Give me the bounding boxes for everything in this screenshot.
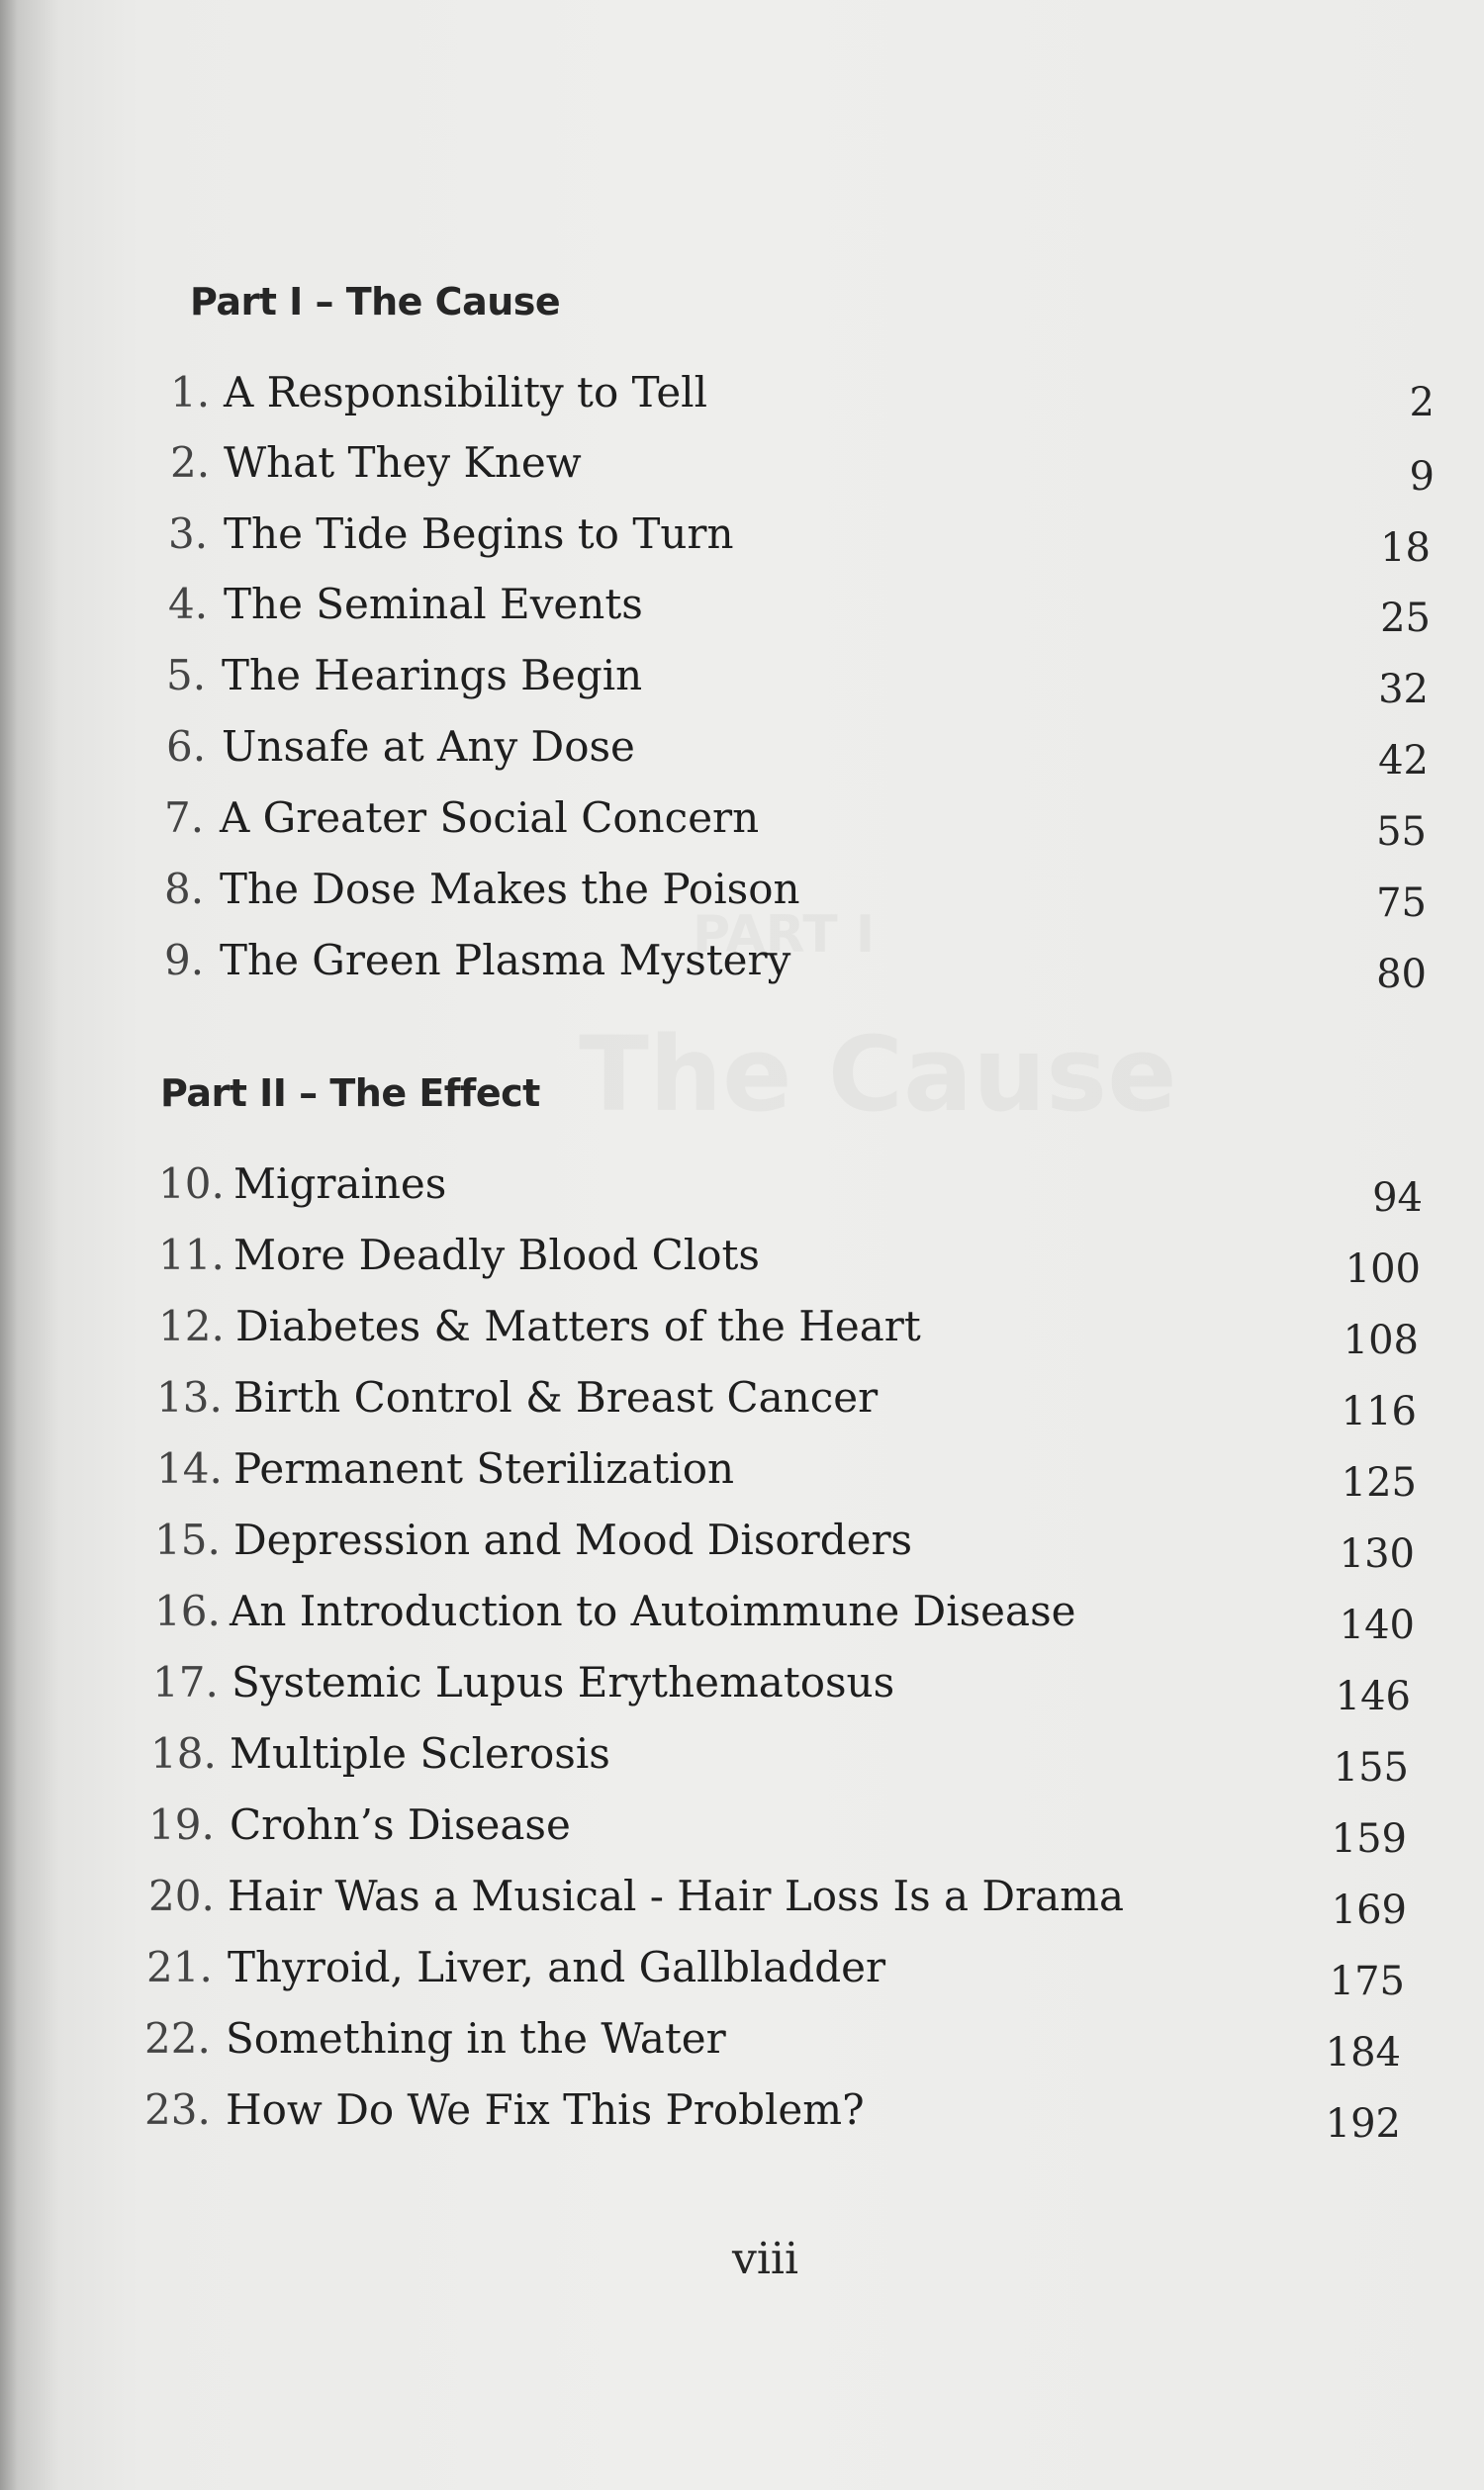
toc-entry[interactable] xyxy=(152,1658,1411,1719)
page-number: 155 xyxy=(1333,1745,1409,1791)
chapter-title: Thyroid, Liver, and Gallbladder xyxy=(228,1943,886,1991)
chapter-number: 12. xyxy=(158,1302,225,1350)
chapter-number: 6. xyxy=(166,722,207,771)
chapter-number: 13. xyxy=(156,1373,223,1422)
chapter-title: Depression and Mood Disorders xyxy=(233,1516,913,1564)
chapter-number: 4. xyxy=(168,580,209,628)
chapter-title: How Do We Fix This Problem? xyxy=(226,2085,865,2134)
chapter-number: 15. xyxy=(154,1516,221,1564)
toc-entry[interactable] xyxy=(150,1729,1409,1791)
page-number: 42 xyxy=(1378,738,1429,784)
page-number: 146 xyxy=(1335,1674,1411,1719)
chapter-title: A Greater Social Concern xyxy=(220,793,760,842)
chapter-title: Diabetes & Matters of the Heart xyxy=(235,1302,921,1350)
toc-entry[interactable] xyxy=(164,865,1427,926)
page-number: 80 xyxy=(1376,952,1427,997)
page-number: 108 xyxy=(1343,1318,1419,1363)
toc-entry[interactable] xyxy=(154,1587,1415,1648)
chapter-title: Systemic Lupus Erythematosus xyxy=(232,1658,895,1706)
toc-entry[interactable] xyxy=(164,936,1427,997)
part-1-heading: Part I – The Cause xyxy=(190,280,561,323)
toc-entry[interactable] xyxy=(164,793,1427,855)
chapter-number: 18. xyxy=(150,1729,217,1778)
toc-entry[interactable] xyxy=(158,1159,1423,1221)
toc-entry[interactable] xyxy=(154,1516,1415,1577)
chapter-title: Birth Control & Breast Cancer xyxy=(233,1373,879,1422)
chapter-number: 3. xyxy=(168,509,209,558)
page-number: 2 xyxy=(1409,380,1435,425)
chapter-number: 9. xyxy=(164,936,205,984)
chapter-number: 11. xyxy=(158,1231,225,1279)
toc-entry[interactable] xyxy=(168,580,1431,641)
page-number: 175 xyxy=(1329,1959,1405,2004)
toc-entry[interactable] xyxy=(170,438,1435,500)
chapter-title: A Responsibility to Tell xyxy=(224,368,708,416)
chapter-title: More Deadly Blood Clots xyxy=(233,1231,760,1279)
chapter-title: Something in the Water xyxy=(226,2014,726,2063)
chapter-number: 14. xyxy=(156,1444,223,1493)
chapter-number: 5. xyxy=(166,651,207,699)
chapter-number: 1. xyxy=(170,368,211,416)
chapter-number: 22. xyxy=(144,2014,211,2063)
chapter-number: 17. xyxy=(152,1658,219,1706)
chapter-title: Crohn’s Disease xyxy=(230,1800,571,1849)
page-number: 55 xyxy=(1376,809,1427,855)
page-number: 159 xyxy=(1331,1816,1407,1862)
chapter-title: The Tide Begins to Turn xyxy=(224,509,734,558)
page-number: 169 xyxy=(1331,1888,1407,1933)
toc-entry[interactable] xyxy=(156,1444,1417,1506)
chapter-number: 19. xyxy=(148,1800,215,1849)
page-number: 125 xyxy=(1341,1460,1417,1506)
toc-entry[interactable] xyxy=(166,722,1429,784)
page-number: 75 xyxy=(1376,880,1427,926)
page-folio: viii xyxy=(732,2234,799,2284)
toc-entry[interactable] xyxy=(146,1943,1405,2004)
toc-entry[interactable] xyxy=(144,2014,1401,2075)
toc-entry[interactable] xyxy=(170,368,1435,427)
chapter-title: What They Knew xyxy=(224,438,582,487)
chapter-title: Migraines xyxy=(233,1159,447,1208)
chapter-title: An Introduction to Autoimmune Disease xyxy=(230,1587,1076,1635)
page-number: 9 xyxy=(1409,454,1435,500)
toc-entry[interactable] xyxy=(166,651,1429,712)
chapter-number: 10. xyxy=(158,1159,225,1208)
page-number: 116 xyxy=(1341,1389,1417,1434)
page-number: 94 xyxy=(1372,1175,1423,1221)
toc-entry[interactable] xyxy=(144,2085,1401,2147)
page-number: 140 xyxy=(1339,1603,1415,1648)
page-number: 192 xyxy=(1325,2101,1401,2147)
chapter-title: Permanent Sterilization xyxy=(233,1444,735,1493)
chapter-number: 20. xyxy=(148,1872,215,1920)
toc-entry[interactable] xyxy=(158,1231,1421,1292)
page-number: 18 xyxy=(1380,525,1431,571)
chapter-number: 7. xyxy=(164,793,205,842)
chapter-title: Unsafe at Any Dose xyxy=(222,722,635,771)
chapter-title: The Dose Makes the Poison xyxy=(220,865,800,913)
chapter-number: 21. xyxy=(146,1943,213,1991)
chapter-title: Multiple Sclerosis xyxy=(230,1729,610,1778)
chapter-number: 23. xyxy=(144,2085,211,2134)
page-number: 25 xyxy=(1380,596,1431,641)
chapter-title: The Seminal Events xyxy=(224,580,643,628)
toc-entry[interactable] xyxy=(156,1373,1417,1434)
toc-entry[interactable] xyxy=(148,1872,1407,1933)
toc-entry[interactable] xyxy=(168,509,1431,571)
page-number: 184 xyxy=(1325,2030,1401,2075)
toc-entry[interactable] xyxy=(148,1800,1407,1862)
chapter-title: The Hearings Begin xyxy=(222,651,643,699)
page-number: 100 xyxy=(1345,1246,1421,1292)
page-number: 32 xyxy=(1378,667,1429,712)
toc-entry[interactable] xyxy=(158,1302,1419,1363)
chapter-title: The Green Plasma Mystery xyxy=(220,936,791,984)
chapter-number: 2. xyxy=(170,438,211,487)
chapter-number: 8. xyxy=(164,865,205,913)
page-number: 130 xyxy=(1339,1531,1415,1577)
chapter-number: 16. xyxy=(154,1587,221,1635)
part-2-heading: Part II – The Effect xyxy=(160,1071,540,1115)
chapter-title: Hair Was a Musical - Hair Loss Is a Drama xyxy=(228,1872,1125,1920)
